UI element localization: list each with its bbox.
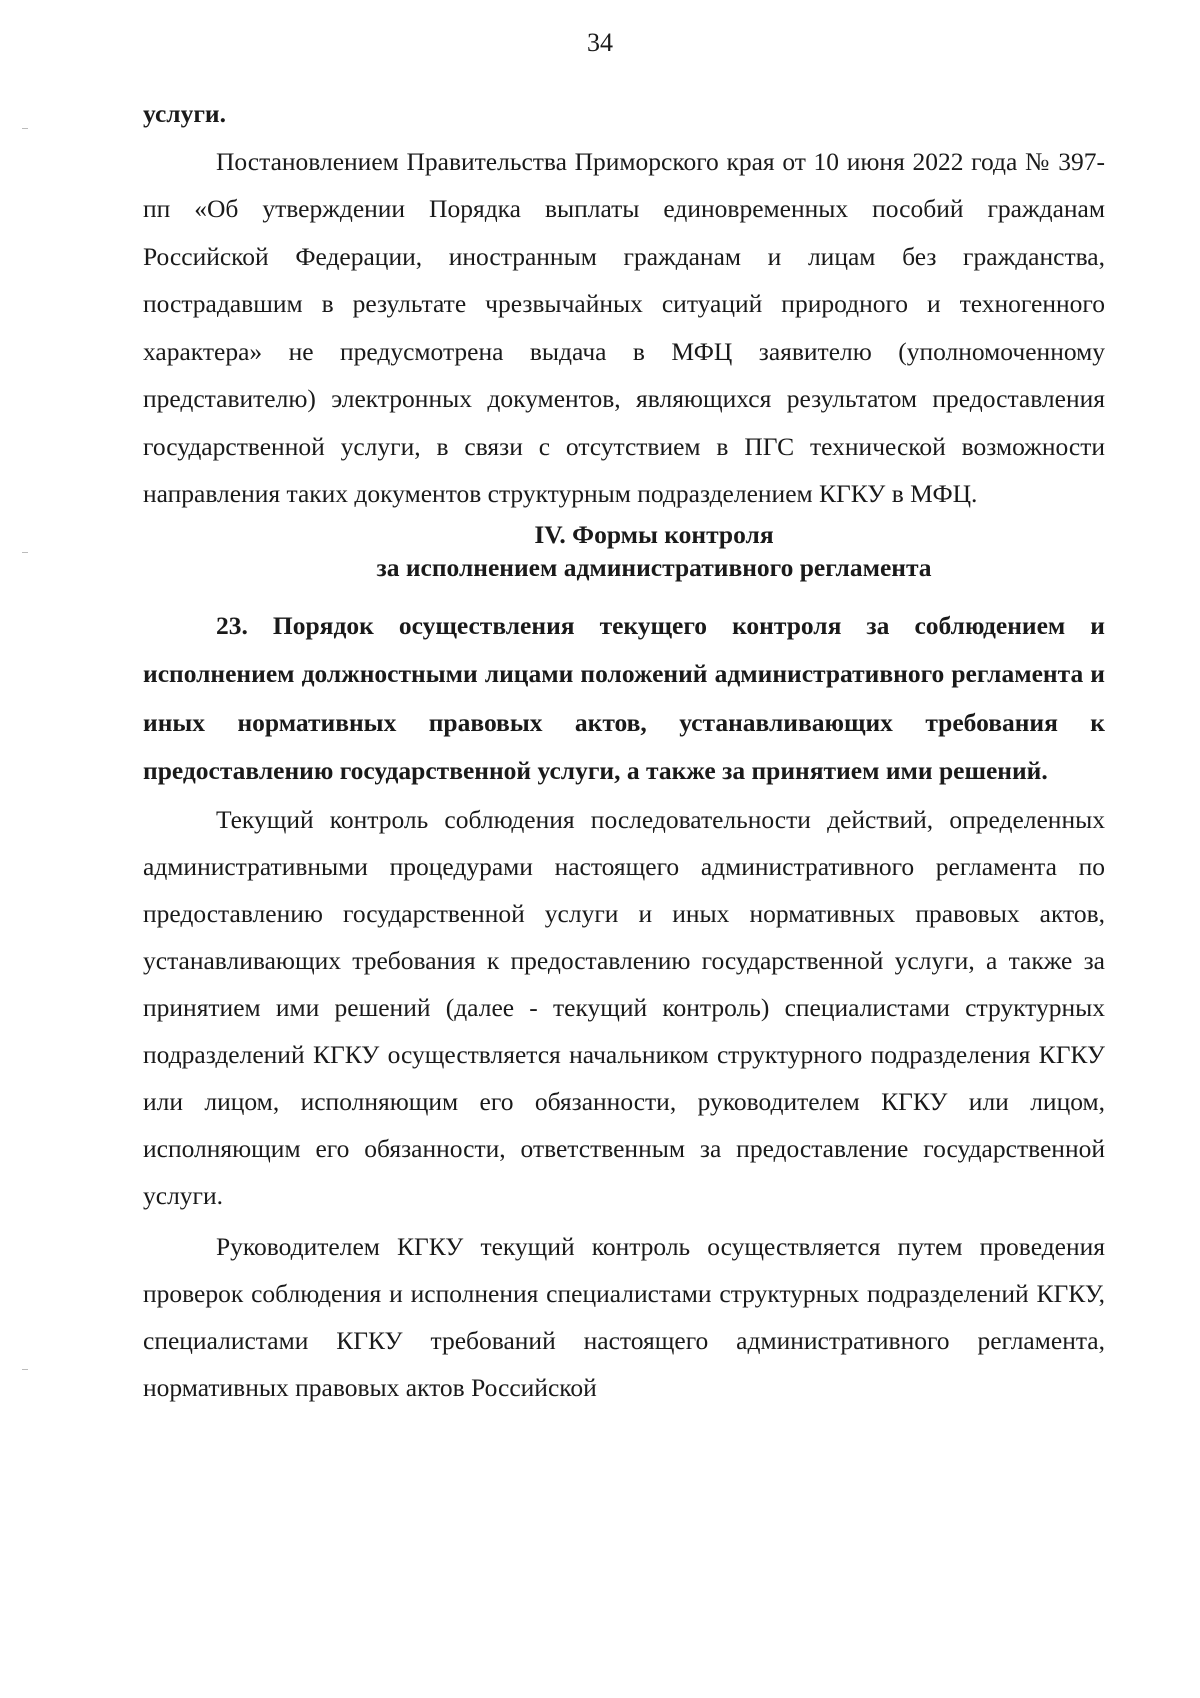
document-body (143, 90, 1105, 1411)
paragraph-director-control: Руководителем КГКУ текущий контроль осуществляется путем проведения проверок соблюдения и исполнения специалистами структурных подразделений КГКУ, специалистами КГКУ требований настоящего административного регламента, нормативных правовых актов Российской (143, 1231, 1105, 1402)
margin-mark (22, 128, 28, 129)
margin-mark (22, 552, 28, 553)
page-number: 34 (587, 28, 613, 57)
paragraph-resolution: Постановлением Правительства Приморского края от 10 июня 2022 года № 397-пп «Об утверждении Порядка выплаты единовременных пособий гражданам Российской Федерации, иностранным гражданам и лицам без гражданства, пострадавшим в результате чрезвычайных ситуаций природного и техногенного характера» не предусмотрена выдача в МФЦ заявителю (уполномоченному представителю) электронных документов, являющихся результатом предоставления государственной услуги, в связи с отсутствием в ПГС технической возможности направления таких документов структурным подразделением КГКУ в МФЦ. (143, 146, 1105, 508)
clause-23-heading: 23. Порядок осуществления текущего контроля за соблюдением и исполнением должностными лицами положений административного регламента и иных нормативных правовых актов, устанавливающих требования к предоставлению государственной услуги, а также за принятием ими решений. (143, 610, 1105, 785)
paragraph-continuation: услуги. (143, 99, 226, 128)
section-heading-line2: за исполнением административного регламента (376, 552, 932, 582)
section-heading-line1: IV. Формы контроля (534, 519, 774, 549)
paragraph-current-control: Текущий контроль соблюдения последовательности действий, определенных административными процедурами настоящего административного регламента по предоставлению государственной услуги и иных нормативных правовых актов, устанавливающих требования к предоставлению государственной услуги, а также за принятием ими решений (далее - текущий контроль) специалистами структурных подразделений КГКУ осуществляется начальником структурного подразделения КГКУ или лицом, исполняющим его обязанности, руководителем КГКУ или лицом, исполняющим его обязанности, ответственным за предоставление государственной услуги. (143, 804, 1105, 1210)
margin-mark (22, 1369, 28, 1370)
